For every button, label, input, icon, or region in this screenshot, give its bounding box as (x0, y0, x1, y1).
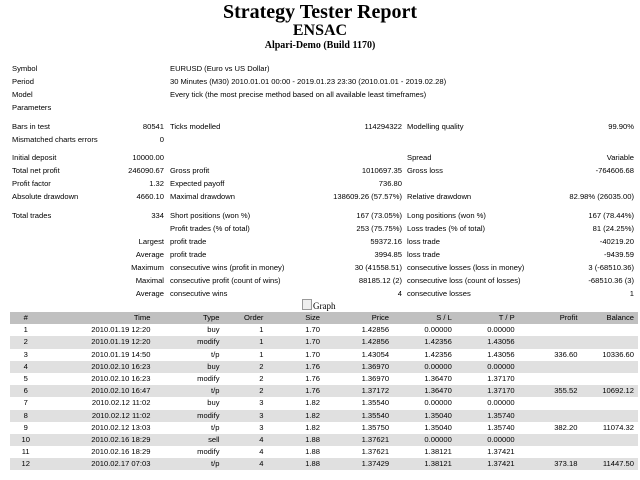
max-consecutive-losses-value: 3 (-68510.36) (588, 263, 634, 272)
maximal-consecutive-loss-label: consecutive loss (count of losses) (407, 276, 521, 285)
model-value: Every tick (the most precise method based on all available least timeframes) (170, 90, 427, 99)
symbol-value: EURUSD (Euro vs US Dollar) (170, 64, 270, 73)
table-cell: 1.76 (305, 374, 320, 384)
expected-payoff-label: Expected payoff (170, 179, 225, 188)
table-cell: 0.00000 (393, 434, 456, 446)
table-cell: 2010.01.19 14:50 (91, 349, 151, 359)
table-row (10, 397, 638, 409)
table-cell: 1.76 (267, 385, 324, 397)
table-cell (581, 361, 638, 373)
ticks-label: Ticks modelled (170, 122, 221, 131)
table-cell: 382.20 (554, 422, 578, 432)
table-cell: 10692.12 (581, 385, 638, 397)
table-cell: 1 (224, 336, 268, 348)
largest-loss-trade-label: loss trade (407, 237, 440, 246)
table-cell: 1.76 (267, 361, 324, 373)
table-cell: 0.00000 (393, 361, 456, 373)
column-header: Profit (519, 312, 582, 324)
table-cell: sell (154, 434, 223, 446)
table-cell: t/p (154, 458, 223, 470)
table-cell (581, 336, 638, 348)
max-consecutive-wins-label: consecutive wins (profit in money) (170, 263, 285, 272)
average-profit-trade-label: profit trade (170, 250, 207, 259)
table-cell: 1 (259, 325, 264, 335)
deposit-label: Initial deposit (12, 153, 57, 162)
loss-trades-label: Loss trades (% of total) (407, 224, 486, 233)
maximal-drawdown-value: 138609.26 (57.57%) (333, 192, 402, 201)
table-cell: 0.00000 (487, 398, 515, 408)
period-value: 30 Minutes (M30) 2010.01.01 00:00 - 2019.01.23 23:30 (2010.01.01 - 2019.02.28) (170, 77, 447, 86)
table-cell: modify (154, 410, 223, 422)
column-header: T / P (456, 312, 519, 324)
table-cell: 11447.50 (581, 458, 638, 470)
table-cell: 1.36970 (361, 374, 390, 384)
table-cell: 9 (23, 422, 28, 432)
largest-profit-trade-value: 59372.16 (370, 237, 402, 246)
table-cell: 1.37170 (487, 374, 515, 384)
deposit-value: 10000.00 (132, 153, 164, 162)
table-cell: 12 (10, 458, 41, 470)
table-cell: 0.00000 (487, 325, 515, 335)
table-cell: 1 (23, 325, 28, 335)
report-title: Strategy Tester Report (222, 1, 418, 23)
table-cell (519, 336, 582, 348)
table-cell: 4 (10, 361, 41, 373)
table-cell: 1.35540 (324, 410, 393, 422)
table-cell: 4 (224, 434, 268, 446)
table-cell (519, 324, 582, 336)
maximal-consecutive-profit-value: 88185.12 (2) (358, 276, 402, 285)
table-header-row (10, 312, 638, 324)
table-cell: 0.00000 (424, 325, 452, 335)
table-row (10, 410, 638, 422)
absolute-drawdown-label: Absolute drawdown (12, 192, 79, 201)
table-cell: 0.00000 (424, 398, 452, 408)
average-consecutive-wins-value: 4 (397, 289, 402, 298)
table-cell: 1.37172 (324, 385, 393, 397)
table-cell: 1.70 (267, 336, 324, 348)
table-cell (581, 324, 638, 336)
table-row (10, 361, 638, 373)
loss-trades-value: 81 (24.25%) (592, 224, 634, 233)
average-label: Average (135, 250, 164, 259)
table-cell: 1.35740 (456, 410, 519, 422)
profit-trades-label: Profit trades (% of total) (170, 224, 250, 233)
broken-image-icon (302, 299, 312, 310)
table-cell: 11 (21, 447, 30, 457)
table-cell: 1.35750 (361, 422, 390, 432)
table-cell: 4 (259, 447, 264, 457)
largest-profit-trade-label: profit trade (170, 237, 207, 246)
table-cell (581, 397, 638, 409)
table-cell: 1.36970 (324, 361, 393, 373)
table-cell: 373.18 (519, 458, 582, 470)
table-cell: 1.35040 (424, 422, 452, 432)
table-cell: 1.42856 (361, 325, 390, 335)
table-cell: 1.82 (305, 422, 320, 432)
max-consecutive-losses-label: consecutive losses (loss in money) (407, 263, 525, 272)
long-positions-value: 167 (78.44%) (588, 211, 634, 220)
short-positions-value: 167 (73.05%) (356, 211, 402, 220)
table-cell: 0.00000 (456, 434, 519, 446)
table-cell: 2 (224, 385, 268, 397)
table-cell: 1.88 (267, 458, 324, 470)
table-cell (581, 410, 638, 422)
table-cell: 1.37421 (487, 447, 515, 457)
table-cell: 2010.02.17 07:03 (41, 458, 154, 470)
table-row (10, 336, 638, 348)
average2-label: Average (135, 289, 164, 298)
table-cell: 2010.02.16 18:29 (91, 447, 151, 457)
table-cell: 1.37621 (324, 434, 393, 446)
table-cell: 1.43056 (456, 336, 519, 348)
table-cell: 1.43054 (361, 349, 390, 359)
table-cell: 2010.01.19 12:20 (41, 336, 154, 348)
long-positions-label: Long positions (won %) (407, 211, 486, 220)
table-row (10, 324, 638, 336)
table-cell: 1.70 (305, 349, 320, 359)
table-cell: 1.37429 (324, 458, 393, 470)
table-cell: 1 (259, 349, 264, 359)
table-cell: 3 (23, 349, 28, 359)
table-cell: t/p (154, 385, 223, 397)
maximal-drawdown-label: Maximal drawdown (170, 192, 235, 201)
total-trades-label: Total trades (12, 211, 52, 220)
table-cell: 10336.60 (602, 349, 634, 359)
table-row (10, 373, 638, 385)
table-cell: modify (154, 336, 223, 348)
total-trades-value: 334 (151, 211, 164, 220)
gross-profit-label: Gross profit (170, 166, 210, 175)
table-cell: 1.37170 (456, 385, 519, 397)
table-cell: 3 (224, 410, 268, 422)
table-cell (519, 397, 582, 409)
column-header: Size (267, 312, 324, 324)
table-cell: 2010.02.10 16:47 (41, 385, 154, 397)
table-cell: 1.88 (305, 447, 320, 457)
table-cell: 11074.32 (602, 422, 634, 432)
largest-label: Largest (138, 237, 164, 246)
table-cell: 1.35040 (393, 410, 456, 422)
table-cell: 1.42356 (393, 336, 456, 348)
table-cell: 1.35540 (361, 398, 390, 408)
maximum-label: Maximum (131, 263, 164, 272)
table-cell: 1.38121 (393, 458, 456, 470)
maximal-consecutive-loss-value: -68510.36 (3) (588, 276, 634, 285)
ticks-value: 114294322 (364, 122, 402, 131)
server-name: Alpari-Demo (Build 1170) (264, 40, 376, 51)
table-cell: 1.70 (305, 325, 320, 335)
table-cell (519, 446, 582, 458)
table-cell (581, 373, 638, 385)
table-cell: 2010.02.12 11:02 (91, 398, 151, 408)
parameters-label: Parameters (12, 103, 52, 112)
table-cell: 336.60 (554, 349, 578, 359)
relative-drawdown-value: 82.98% (26035.00) (569, 192, 634, 201)
profit-trades-value: 253 (75.75%) (356, 224, 402, 233)
table-cell: 2 (259, 374, 264, 384)
average-loss-trade-label: loss trade (407, 250, 440, 259)
expert-name: ENSAC (292, 22, 348, 39)
column-header: Price (324, 312, 393, 324)
table-cell: 2010.02.10 16:23 (41, 361, 154, 373)
gross-loss-value: -764606.68 (595, 166, 634, 175)
table-cell: 1.36470 (393, 385, 456, 397)
quality-value: 99.90% (608, 122, 634, 131)
table-cell: 0.00000 (456, 361, 519, 373)
table-row (10, 385, 638, 397)
table-cell: 10 (10, 434, 41, 446)
table-cell: 2010.01.19 12:20 (91, 325, 151, 335)
table-cell: 2010.02.12 11:02 (41, 410, 154, 422)
table-cell: 1.42356 (424, 349, 452, 359)
table-cell: 2 (224, 361, 268, 373)
relative-drawdown-label: Relative drawdown (407, 192, 472, 201)
column-header: Balance (581, 312, 638, 324)
table-cell: 1.37421 (456, 458, 519, 470)
table-cell: buy (207, 398, 220, 408)
table-cell: 1.42856 (324, 336, 393, 348)
column-header: # (10, 312, 41, 324)
absolute-drawdown-value: 4660.10 (136, 192, 164, 201)
average-loss-trade-value: -9439.59 (604, 250, 634, 259)
table-cell: 2010.02.16 18:29 (41, 434, 154, 446)
table-cell: 1.35740 (487, 422, 515, 432)
table-cell (519, 373, 582, 385)
table-cell: modify (197, 447, 220, 457)
table-cell: 2 (10, 336, 41, 348)
average-profit-trade-value: 3994.85 (374, 250, 402, 259)
table-cell: 2010.02.12 13:03 (91, 422, 151, 432)
table-cell: 7 (23, 398, 28, 408)
table-row (10, 349, 638, 361)
spread-value: Variable (606, 153, 634, 162)
expected-payoff-value: 736.80 (378, 179, 402, 188)
table-row (10, 422, 638, 434)
table-cell: 1.82 (305, 398, 320, 408)
table-cell: 355.52 (519, 385, 582, 397)
gross-loss-label: Gross loss (407, 166, 443, 175)
max-consecutive-wins-value: 30 (41558.51) (354, 263, 402, 272)
average-consecutive-wins-label: consecutive wins (170, 289, 228, 298)
average-consecutive-losses-label: consecutive losses (407, 289, 471, 298)
table-cell: 6 (10, 385, 41, 397)
gross-profit-value: 1010697.35 (361, 166, 402, 175)
column-header: Order (224, 312, 268, 324)
net-profit-value: 246090.67 (128, 166, 164, 175)
net-profit-label: Total net profit (12, 166, 60, 175)
profit-factor-value: 1.32 (149, 179, 164, 188)
graph-alt-text: Graph (313, 301, 336, 311)
table-cell (581, 446, 638, 458)
table-cell: 4 (224, 458, 268, 470)
table-cell (581, 434, 638, 446)
mismatched-value: 0 (159, 135, 164, 144)
graph-image (302, 299, 336, 312)
table-cell: modify (197, 374, 220, 384)
symbol-label: Symbol (12, 64, 38, 73)
table-cell: t/p (211, 422, 220, 432)
table-cell: 2010.02.10 16:23 (91, 374, 151, 384)
deals-table (10, 312, 638, 470)
table-cell: 3 (259, 422, 264, 432)
table-cell: t/p (211, 349, 220, 359)
table-cell: 1.82 (267, 410, 324, 422)
quality-label: Modelling quality (407, 122, 464, 131)
column-header: Time (41, 312, 154, 324)
column-header: Type (154, 312, 223, 324)
table-cell: 1.37621 (361, 447, 390, 457)
table-cell: buy (154, 361, 223, 373)
table-cell: buy (207, 325, 220, 335)
bars-label: Bars in test (12, 122, 50, 131)
table-row (10, 458, 638, 470)
average-consecutive-losses-value: 1 (629, 289, 634, 298)
spread-label: Spread (407, 153, 432, 162)
maximal-consecutive-profit-label: consecutive profit (count of wins) (170, 276, 281, 285)
profit-factor-label: Profit factor (12, 179, 51, 188)
table-cell: 3 (259, 398, 264, 408)
table-cell (519, 410, 582, 422)
column-header: S / L (393, 312, 456, 324)
maximal-label: Maximal (135, 276, 164, 285)
table-cell: 5 (23, 374, 28, 384)
model-label: Model (12, 90, 33, 99)
table-row (10, 446, 638, 458)
table-cell (519, 361, 582, 373)
bars-value: 80541 (142, 122, 164, 131)
table-cell: 1.88 (267, 434, 324, 446)
table-cell (519, 434, 582, 446)
table-row (10, 434, 638, 446)
largest-loss-trade-value: -40219.20 (599, 237, 634, 246)
period-label: Period (12, 77, 34, 86)
table-cell: 1.43056 (487, 349, 515, 359)
short-positions-label: Short positions (won %) (170, 211, 251, 220)
table-cell: 8 (10, 410, 41, 422)
table-cell: 1.38121 (424, 447, 452, 457)
mismatched-label: Mismatched charts errors (12, 135, 98, 144)
table-cell: 1.36470 (424, 374, 452, 384)
